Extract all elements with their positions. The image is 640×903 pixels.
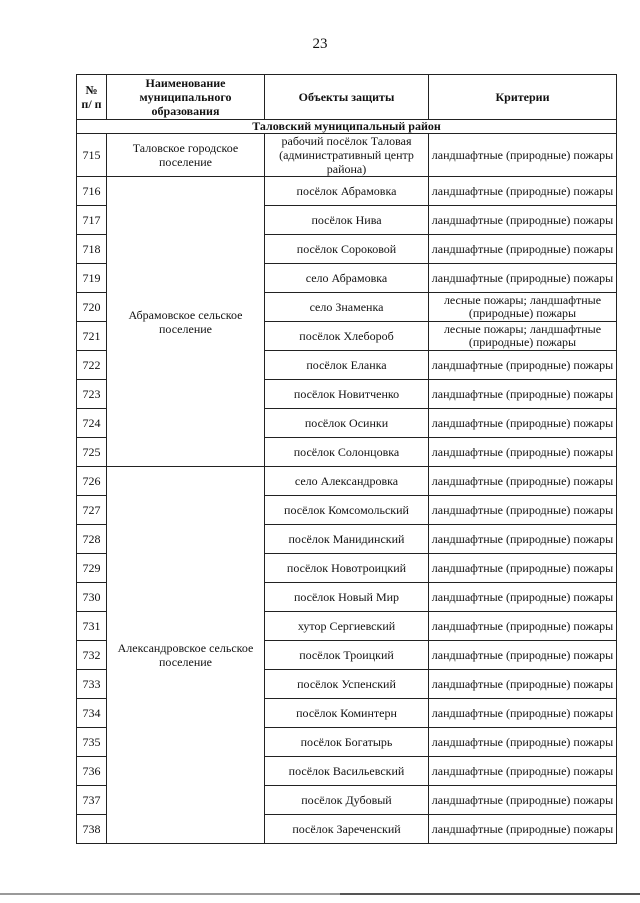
protection-object: село Александровка [265, 467, 429, 496]
row-number: 731 [77, 612, 107, 641]
row-number: 738 [77, 815, 107, 844]
criteria: ландшафтные (природные) пожары [429, 641, 617, 670]
criteria: ландшафтные (природные) пожары [429, 177, 617, 206]
section-title: Таловский муниципальный район [77, 120, 617, 134]
criteria: ландшафтные (природные) пожары [429, 438, 617, 467]
protection-object: посёлок Коминтерн [265, 699, 429, 728]
row-number: 722 [77, 351, 107, 380]
protection-object: посёлок Богатырь [265, 728, 429, 757]
table-header-row [77, 75, 617, 120]
protection-object: село Абрамовка [265, 264, 429, 293]
row-number: 737 [77, 786, 107, 815]
row-number: 733 [77, 670, 107, 699]
row-number: 736 [77, 757, 107, 786]
protection-object: посёлок Комсомольский [265, 496, 429, 525]
row-number: 719 [77, 264, 107, 293]
protection-object: посёлок Васильевский [265, 757, 429, 786]
protection-objects-table [76, 74, 617, 844]
row-number: 723 [77, 380, 107, 409]
criteria: ландшафтные (природные) пожары [429, 786, 617, 815]
protection-object: посёлок Манидинский [265, 525, 429, 554]
criteria: ландшафтные (природные) пожары [429, 351, 617, 380]
protection-object: посёлок Сороковой [265, 235, 429, 264]
criteria: ландшафтные (природные) пожары [429, 554, 617, 583]
criteria: ландшафтные (природные) пожары [429, 757, 617, 786]
protection-object: посёлок Успенский [265, 670, 429, 699]
protection-object: посёлок Нива [265, 206, 429, 235]
protection-object: посёлок Дубовый [265, 786, 429, 815]
header-criteria: Критерии [429, 75, 617, 120]
municipality-name: Абрамовское сельское поселение [107, 177, 265, 467]
header-municipality: Наименование муниципального образования [107, 75, 265, 120]
row-number: 729 [77, 554, 107, 583]
criteria: ландшафтные (природные) пожары [429, 206, 617, 235]
row-number: 718 [77, 235, 107, 264]
criteria: ландшафтные (природные) пожары [429, 583, 617, 612]
row-number: 735 [77, 728, 107, 757]
protection-object: посёлок Троицкий [265, 641, 429, 670]
header-num: № п/ п [77, 75, 107, 120]
protection-object: посёлок Хлебороб [265, 322, 429, 351]
criteria: ландшафтные (природные) пожары [429, 235, 617, 264]
criteria: ландшафтные (природные) пожары [429, 134, 617, 177]
municipality-name: Александровское сельское поселение [107, 467, 265, 844]
protection-object: посёлок Зареченский [265, 815, 429, 844]
protection-object: посёлок Новый Мир [265, 583, 429, 612]
criteria: ландшафтные (природные) пожары [429, 467, 617, 496]
header-objects: Объекты защиты [265, 75, 429, 120]
row-number: 734 [77, 699, 107, 728]
page-bottom-edge-shadow [340, 893, 640, 895]
criteria: ландшафтные (природные) пожары [429, 612, 617, 641]
protection-object: посёлок Осинки [265, 409, 429, 438]
protection-object: рабочий посёлок Таловая (административный центр района) [265, 134, 429, 177]
row-number: 720 [77, 293, 107, 322]
row-number: 732 [77, 641, 107, 670]
table-row [77, 134, 617, 177]
protection-object: посёлок Солонцовка [265, 438, 429, 467]
criteria: ландшафтные (природные) пожары [429, 728, 617, 757]
criteria: ландшафтные (природные) пожары [429, 670, 617, 699]
protection-object: посёлок Абрамовка [265, 177, 429, 206]
table-row [77, 177, 617, 206]
row-number: 730 [77, 583, 107, 612]
criteria: ландшафтные (природные) пожары [429, 525, 617, 554]
row-number: 724 [77, 409, 107, 438]
section-row [77, 120, 617, 134]
table-row [77, 467, 617, 496]
criteria: ландшафтные (природные) пожары [429, 380, 617, 409]
page-number: 23 [312, 36, 328, 52]
criteria: лесные пожары; ландшафтные (природные) пожары [429, 322, 617, 351]
protection-object: село Знаменка [265, 293, 429, 322]
criteria: лесные пожары; ландшафтные (природные) пожары [429, 293, 617, 322]
protection-object: посёлок Новотроицкий [265, 554, 429, 583]
criteria: ландшафтные (природные) пожары [429, 496, 617, 525]
row-number: 717 [77, 206, 107, 235]
protection-object: посёлок Новитченко [265, 380, 429, 409]
row-number: 726 [77, 467, 107, 496]
row-number: 716 [77, 177, 107, 206]
row-number: 715 [77, 134, 107, 177]
row-number: 725 [77, 438, 107, 467]
protection-object: посёлок Еланка [265, 351, 429, 380]
criteria: ландшафтные (природные) пожары [429, 264, 617, 293]
protection-object: хутор Сергиевский [265, 612, 429, 641]
row-number: 727 [77, 496, 107, 525]
criteria: ландшафтные (природные) пожары [429, 699, 617, 728]
row-number: 721 [77, 322, 107, 351]
municipality-name: Таловское городское поселение [107, 134, 265, 177]
criteria: ландшафтные (природные) пожары [429, 815, 617, 844]
criteria: ландшафтные (природные) пожары [429, 409, 617, 438]
row-number: 728 [77, 525, 107, 554]
